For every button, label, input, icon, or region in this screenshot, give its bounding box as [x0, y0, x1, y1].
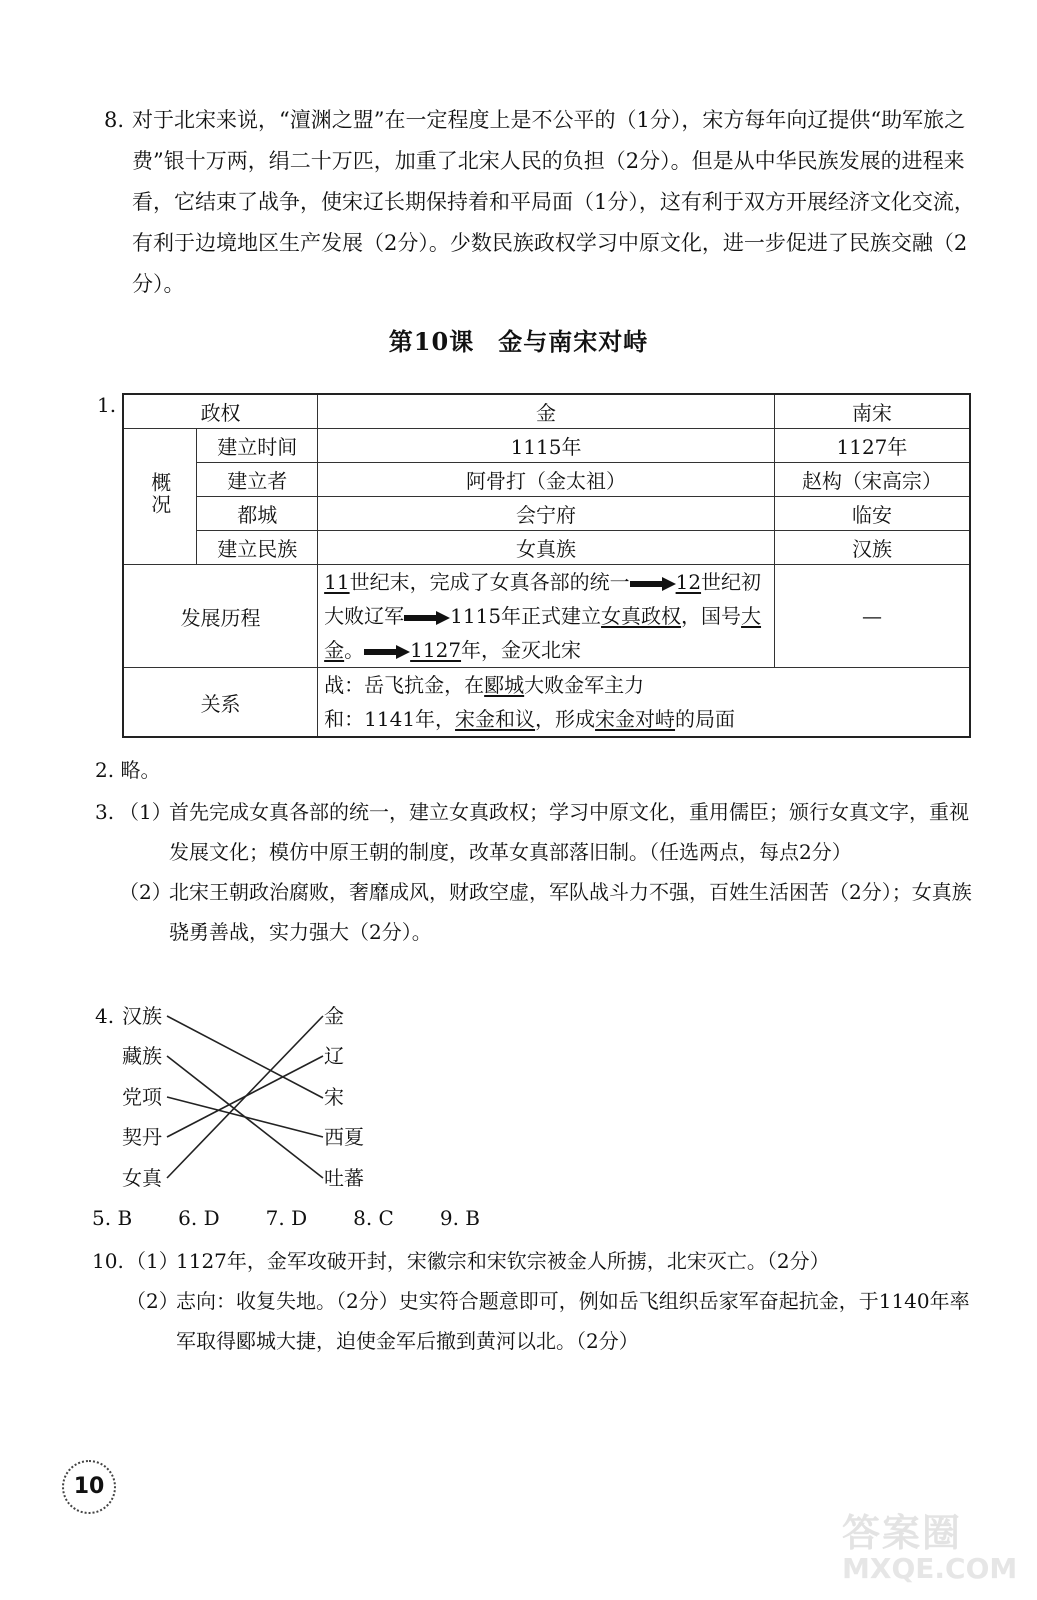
header-jin: 金 [318, 394, 775, 429]
mc-answer: 5. B [92, 1206, 133, 1230]
question-2-answer: 略。 [120, 758, 161, 782]
match-left-item: 契丹 [122, 1125, 162, 1149]
match-line [167, 1016, 323, 1178]
sub-label: （2） [119, 880, 172, 904]
overview-label: 概况 [123, 429, 197, 565]
watermark-logo: 答案圈 MXQE.COM [842, 1511, 1018, 1585]
match-right-item: 宋 [324, 1085, 344, 1109]
match-line [167, 1097, 323, 1137]
match-left-item: 汉族 [122, 1004, 162, 1028]
cell-song: 赵构（宋高宗） [774, 463, 970, 497]
arrow-icon [364, 645, 410, 659]
relation-label: 关系 [123, 668, 318, 738]
header-regime: 政权 [123, 394, 318, 429]
match-right-item: 西夏 [324, 1125, 364, 1149]
question-8 [104, 100, 984, 305]
mc-answer: 6. D [178, 1206, 220, 1230]
cell-song: 1127年 [774, 429, 970, 463]
question-number: 10. [92, 1249, 124, 1273]
cell-jin: 1115年 [318, 429, 775, 463]
mc-answer: 7. D [265, 1206, 308, 1230]
mc-answer: 8. C [353, 1206, 394, 1230]
row-label: 建立时间 [197, 429, 318, 463]
match-line [167, 1016, 323, 1098]
lesson-number: 第10课 [388, 327, 475, 356]
question-number: 8. [104, 108, 125, 132]
question-number: 1. [97, 393, 117, 417]
cell-jin: 女真族 [318, 531, 775, 565]
sub-label: （1） [119, 800, 172, 824]
match-right-item: 金 [324, 1004, 344, 1028]
match-right-item: 吐蕃 [324, 1166, 364, 1190]
arrow-icon [404, 611, 450, 625]
multiple-choice-answers [92, 1206, 526, 1230]
question-10-part-1: 1127年，金军攻破开封，宋徽宗和宋钦宗被金人所掳，北宋灭亡。（2分） [176, 1249, 830, 1273]
match-right-item: 辽 [324, 1044, 344, 1068]
question-3 [95, 792, 975, 952]
question-3-part-2: 北宋王朝政治腐败，奢靡成风，财政空虚，军队战斗力不强，百姓生活困苦（2分）；女真族骁勇善战，实力强大（2分）。 [169, 880, 972, 944]
question-2: 2. 略。 [95, 758, 161, 782]
row-label: 建立民族 [197, 531, 318, 565]
row-label: 都城 [197, 497, 318, 531]
header-song: 南宋 [774, 394, 970, 429]
question-number: 3. [95, 800, 115, 824]
question-10-part-2: 志向：收复失地。（2分）史实符合题意即可，例如岳飞组织岳家军奋起抗金，于1140年率军取得郾城大捷，迫使金军后撤到黄河以北。（2分） [176, 1289, 970, 1353]
question-number: 4. [95, 1004, 115, 1028]
relation-content [318, 668, 970, 738]
cell-jin: 阿骨打（金太祖） [318, 463, 775, 497]
sub-label: （2） [126, 1289, 179, 1313]
relation-peace: 和：1141年，宋金和议，形成宋金对峙的局面 [324, 707, 736, 731]
match-left-item: 党项 [122, 1085, 162, 1109]
cell-song: 临安 [774, 497, 970, 531]
page-number: 10 [62, 1460, 116, 1514]
relation-war: 战：岳飞抗金，在郾城大败金军主力 [324, 673, 645, 697]
question-3-part-1: 首先完成女真各部的统一，建立女真政权；学习中原文化，重用儒臣；颁行女真文字，重视发展文化；模仿中原王朝的制度，改革女真部落旧制。（任选两点，每点2分） [169, 800, 969, 864]
question-4-matching [95, 996, 415, 1196]
cell-song: 汉族 [774, 531, 970, 565]
arrow-icon [630, 577, 676, 591]
cell-jin: 会宁府 [318, 497, 775, 531]
question-10 [92, 1241, 982, 1361]
jin-southern-song-table [122, 393, 971, 738]
dev-label: 发展历程 [123, 565, 318, 668]
lesson-title [0, 322, 1037, 357]
dev-song: — [774, 565, 970, 668]
lesson-name: 金与南宋对峙 [498, 327, 649, 356]
row-label: 建立者 [197, 463, 318, 497]
mc-answer: 9. B [439, 1206, 480, 1230]
match-left-item: 女真 [122, 1166, 162, 1190]
dev-jin: 11世纪末，完成了女真各部的统一 12世纪初大败辽军 1115年正式建立女真政权，国号大金。 1127年，金灭北宋 [318, 565, 775, 668]
sub-label: （1） [126, 1249, 179, 1273]
question-8-answer: 对于北宋来说，“澶渊之盟”在一定程度上是不公平的（1分），宋方每年向辽提供“助军旅之费”银十万两，绢二十万匹，加重了北宋人民的负担（2分）。但是从中华民族发展的进程来看，它结束了战争，使宋辽长期保持着和平局面（1分），这有利于双方开展经济文化交流，有利于边境地区生产发展（2分）。少数民族政权学习中原文化，进一步促进了民族交融（2分）。 [132, 108, 975, 296]
match-left-item: 藏族 [122, 1044, 162, 1068]
